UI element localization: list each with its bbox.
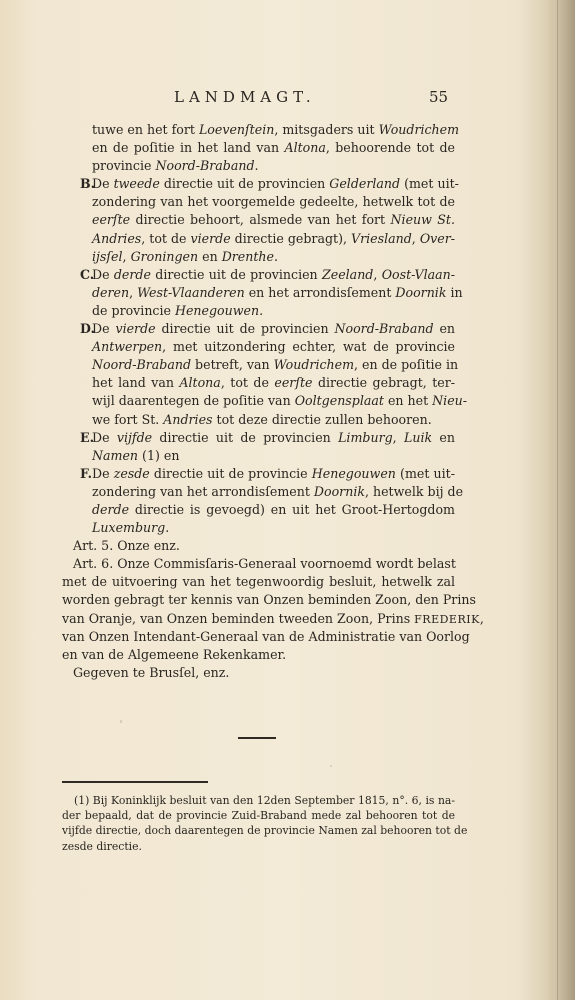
line-text: Gegeven te Brusſel, enz.: [73, 664, 230, 680]
text-line: [62, 591, 476, 609]
text-line: [92, 230, 455, 248]
line-text: vijfde directie, doch daarentegen de provincie Namen zal behooren tot de: [62, 824, 468, 838]
page-edge: [553, 0, 575, 1000]
section-divider: [238, 737, 276, 739]
text-line: [92, 139, 455, 157]
section-marker: B.: [80, 176, 96, 192]
text-line: [92, 356, 459, 374]
line-text: met de uitvoering van het tegenwoordig besluit, hetwelk zal: [62, 574, 455, 590]
line-text: en de poſitie in het land van Altona, behoorende tot de: [92, 140, 455, 156]
line-text: van Onzen Intendant-Generaal van de Administratie van Oorlog: [62, 628, 470, 644]
line-text: zesde directie.: [62, 839, 142, 853]
line-text: Namen (1) en: [92, 447, 180, 463]
line-text: zondering van het arrondisſement Doornik, hetwelk bij de: [92, 483, 464, 499]
line-text: De zesde directie uit de provincie Henegouwen (met uit-: [92, 465, 455, 481]
text-line: [80, 266, 455, 284]
line-text: Antwerpen, met uitzondering echter, wat de provincie: [92, 339, 455, 355]
line-text: ijsſel, Groningen en Drenthe.: [92, 248, 279, 264]
footnote-line: [62, 839, 455, 854]
line-text: Art. 6. Onze Commisſaris-Generaal voornoemd wordt belast: [73, 556, 456, 572]
footnote-rule: [62, 781, 208, 783]
text-line: [80, 175, 459, 193]
line-text: zondering van het voorgemelde gedeelte, hetwelk tot de: [92, 194, 455, 210]
section-marker: D.: [80, 321, 95, 337]
text-line: [92, 447, 455, 465]
line-text: Luxemburg.: [92, 520, 170, 536]
page-header: [0, 88, 575, 112]
footnote-line: [62, 823, 468, 838]
text-line: [73, 555, 455, 573]
line-text: worden gebragt ter kennis van Onzen beminden Zoon, den Prins: [62, 592, 476, 608]
text-line: [92, 392, 468, 410]
text-line: [80, 320, 456, 338]
footnote-line: [74, 793, 455, 808]
line-text: Noord-Braband betreft, van Woudrichem, en de poſitie in: [92, 357, 459, 373]
running-title: LANDMAGT.: [174, 88, 316, 106]
text-line: [92, 121, 460, 139]
text-line: [92, 302, 455, 320]
text-line: [62, 646, 455, 664]
line-text: en van de Algemeene Rekenkamer.: [62, 646, 287, 662]
text-line: [92, 248, 455, 266]
text-line: [92, 193, 455, 211]
line-text: De vijfde directie uit de provincien Limburg, Luik en: [92, 429, 455, 445]
line-text: (1) Bij Koninklijk besluit van den 12den September 1815, n°. 6, is na-: [74, 794, 455, 807]
text-line: [80, 429, 455, 447]
text-line: [92, 157, 455, 175]
text-line: [92, 519, 455, 537]
text-line: [92, 374, 455, 392]
line-text: De derde directie uit de provincien Zeeland, Oost-Vlaan-: [92, 266, 455, 282]
line-text: het land van Altona, tot de eerſte directie gebragt, ter-: [92, 375, 456, 391]
text-line: [92, 483, 464, 501]
section-marker: C.: [80, 266, 95, 282]
line-text: De tweede directie uit de provincien Gelderland (met uit-: [92, 176, 459, 192]
line-text: der bepaald, dat de provincie Zuid-Braband mede zal behooren tot de: [62, 809, 455, 823]
text-line: [62, 610, 484, 628]
text-line: [92, 411, 455, 429]
text-line: [92, 338, 455, 356]
line-text: provincie Noord-Braband.: [92, 158, 259, 174]
line-text: eerſte directie behoort, alsmede van het fort Nieuw St.: [92, 212, 455, 228]
line-text: De vierde directie uit de provincien Noord-Braband en: [92, 321, 456, 337]
text-line: [80, 465, 455, 483]
line-text: derde directie is gevoegd) en uit het Groot-Hertogdom: [92, 501, 455, 517]
line-text: van Oranje, van Onzen beminden tweeden Zoon, Prins FREDERIK,: [62, 610, 484, 626]
text-line: [73, 664, 455, 682]
line-text: we fort St. Andries tot deze directie zullen behooren.: [92, 411, 432, 427]
text-line: [92, 211, 455, 229]
text-line: [62, 628, 470, 646]
line-text: Andries, tot de vierde directie gebragt), Vriesland, Over-: [92, 230, 455, 246]
page-number: 55: [429, 88, 449, 106]
text-line: [92, 284, 463, 302]
text-line: [62, 573, 455, 591]
line-text: de provincie Henegouwen.: [92, 302, 264, 318]
line-text: Art. 5. Onze enz.: [73, 538, 180, 554]
line-text: wijl daarentegen de poſitie van Ooltgensplaat en het Nieu-: [92, 393, 468, 409]
body-text: [62, 121, 484, 682]
text-line: [73, 537, 455, 555]
section-marker: E.: [80, 429, 94, 445]
line-text: tuwe en het fort Loevenſtein, mitsgaders uit Woudrichem: [92, 122, 460, 137]
footnote-line: [62, 808, 455, 823]
text-line: [92, 501, 455, 519]
footnote: [62, 793, 468, 854]
section-marker: F.: [80, 465, 93, 481]
line-text: deren, West-Vlaanderen en het arrondisſement Doornik in: [92, 284, 463, 300]
